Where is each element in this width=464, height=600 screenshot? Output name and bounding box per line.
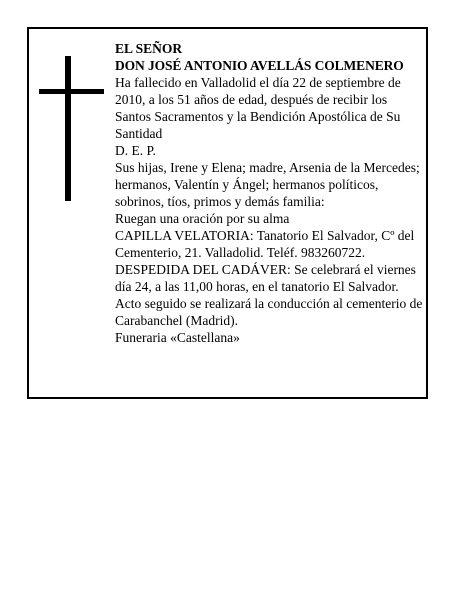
chapel-info: CAPILLA VELATORIA: Tanatorio El Salvador, Cº del Cementerio, 21. Valladolid. Teléf. 983260722. — [115, 228, 415, 260]
cross-horizontal-bar — [39, 89, 104, 94]
funeral-home: Funeraria «Castellana» — [115, 330, 240, 345]
farewell-info: DESPEDIDA DEL CADÁVER: Se celebrará el viernes día 24, a las 11,00 horas, en el tanatorio El Salvador. Acto seguido se realizará la conducción al cementerio de Carabanchel (Madrid). — [115, 262, 423, 328]
prayer-request: Ruegan una oración por su alma — [115, 211, 290, 226]
family-list: Sus hijas, Irene y Elena; madre, Arsenia de la Mercedes; hermanos, Valentín y Ángel; hermanos políticos, sobrinos, tíos, primos y demás familia: — [115, 160, 420, 209]
latin-cross-icon — [39, 56, 104, 201]
notice-heading: EL SEÑOR — [115, 41, 183, 56]
obituary-notice — [27, 27, 428, 399]
deceased-name: DON JOSÉ ANTONIO AVELLÁS COLMENERO — [115, 58, 404, 73]
rip-text: D. E. P. — [115, 143, 156, 158]
notice-text — [115, 40, 425, 346]
cross-vertical-bar — [65, 56, 71, 201]
death-announcement: Ha fallecido en Valladolid el día 22 de septiembre de 2010, a los 51 años de edad, después de recibir los Santos Sacramentos y la Bendición Apostólica de Su Santidad — [115, 75, 401, 141]
